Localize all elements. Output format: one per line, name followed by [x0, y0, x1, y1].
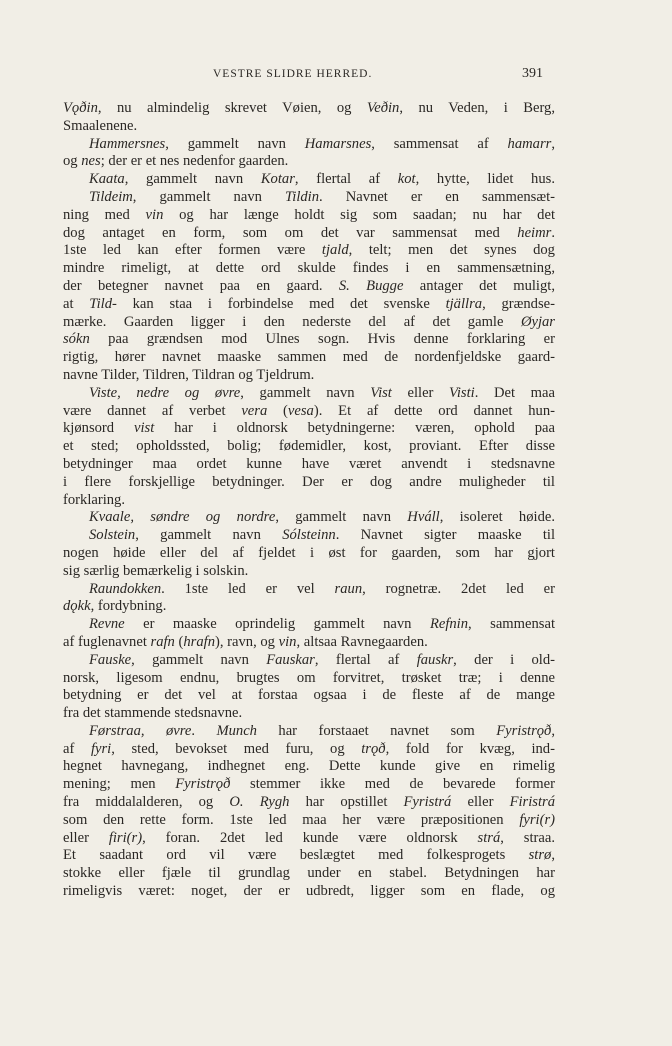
text-line: Tildeim, gammelt navn Tildin. Navnet er en sammensæt-: [89, 188, 555, 205]
text-line: af fyri, sted, bevokset med furu, og trǫð, fold for kvæg, ind-: [63, 740, 555, 757]
text-line: Hammersnes, gammelt navn Hamarsnes, sammensat af hamarr,: [89, 135, 555, 152]
page-number: 391: [522, 66, 543, 81]
text-line: Viste, nedre og øvre, gammelt navn Vist eller Visti. Det maa: [89, 384, 555, 401]
text-line: mening; men Fyristrǫð stemmer ikke med de bevarede former: [63, 776, 555, 793]
text-line: navne Tilder, Tildren, Tildran og Tjeldrum.: [63, 366, 315, 383]
text-line: ning med vin og har længe holdt sig som saadan; nu har det: [63, 206, 555, 223]
text-line: Fauske, gammelt navn Fauskar, flertal af fauskr, der i old-: [89, 651, 555, 668]
text-line: Solstein, gammelt navn Sólsteinn. Navnet sigter maaske til: [89, 527, 555, 544]
text-line: betydning er det vel at forstaa ogsaa i de fleste af de mange: [63, 687, 555, 704]
text-line: nogen høide eller del af fjeldet i øst for gaarden, som har gjort: [63, 544, 555, 561]
text-line: rimeligvis været: noget, der er udbredt, ligger som en flade, og: [63, 883, 555, 900]
running-title: VESTRE SLIDRE HERRED.: [213, 68, 373, 80]
text-line: betydninger maa ordet kunne have været anvendt i stedsnavne: [63, 455, 555, 472]
text-line: et sted; opholdssted, bolig; fødemidler, kost, proviant. Efter disse: [63, 438, 555, 455]
text-line: hegnet havnegang, indhegnet eng. Dette kunde give en rimelig: [63, 758, 555, 775]
text-line: dog antaget en form, som om det var sammensat med heimr.: [63, 224, 555, 241]
text-line: at Tild- kan staa i forbindelse med det svenske tjällra, grændse-: [63, 295, 555, 312]
text-line: i flere forskjellige betydninger. Der er dog andre muligheder til: [63, 473, 555, 490]
text-line: norsk, ligesom endnu, brugtes om forvitret, trøsket træ; i denne: [63, 669, 555, 686]
text-line: sókn paa grændsen mod Ulnes sogn. Hvis denne forklaring er: [63, 331, 555, 348]
text-line: Et saadant ord vil være beslægtet med folkesprogets strø,: [63, 847, 555, 864]
text-line: fra det stammende stedsnavne.: [63, 705, 243, 722]
text-line: være dannet af verbet vera (vesa). Et af dette ord dannet hun-: [63, 402, 555, 419]
text-line: rigtig, hører navnet maaske sammen med de nordenfjeldske gaard-: [63, 349, 555, 366]
text-line: der betegner navnet paa en gaard. S. Bugge antager det muligt,: [63, 277, 555, 294]
running-head: [0, 66, 672, 86]
text-line: Kaata, gammelt navn Kotar, flertal af kot, hytte, lidet hus.: [89, 171, 555, 188]
text-line: sig særlig bemærkelig i solskin.: [63, 562, 249, 579]
body-text: [63, 100, 555, 901]
text-line: 1ste led kan efter formen være tjald, telt; men det synes dog: [63, 242, 555, 259]
text-line: Revne er maaske oprindelig gammelt navn Refnin, sammensat: [89, 616, 555, 633]
text-line: stokke eller fjæle til grundlag under en stabel. Betydningen har: [63, 865, 555, 882]
text-line: Smaalenene.: [63, 117, 138, 134]
text-line: Kvaale, søndre og nordre, gammelt navn Hváll, isoleret høide.: [89, 509, 555, 526]
text-line: af fuglenavnet rafn (hrafn), ravn, og vin, altsaa Ravnegaarden.: [63, 633, 428, 650]
text-line: Vǫðin, nu almindelig skrevet Vøien, og Veðin, nu Veden, i Berg,: [63, 100, 555, 116]
text-line: mindre rimeligt, at dette ord skulde findes i en sammensætning,: [63, 260, 555, 277]
text-line: fra middalalderen, og O. Rygh har opstillet Fyristrá eller Firistrá: [63, 794, 555, 811]
text-line: forklaring.: [63, 491, 126, 508]
text-line: mærke. Gaarden ligger i den nederste del af det gamle Øyjar: [63, 313, 555, 330]
text-line: og nes; der er et nes nedenfor gaarden.: [63, 153, 289, 170]
text-line: Førstraa, øvre. Munch har forstaaet navnet som Fyristrǫð,: [89, 722, 555, 739]
text-line: som den rette form. 1ste led maa her være præpositionen fyri(r): [63, 811, 555, 828]
text-line: Raundokken. 1ste led er vel raun, rognetræ. 2det led er: [89, 580, 555, 597]
text-line: eller firi(r), foran. 2det led kunde være oldnorsk strá, straa.: [63, 829, 555, 846]
text-line: kjønsord vist har i oldnorsk betydningerne: væren, ophold paa: [63, 420, 555, 437]
text-line: dǫkk, fordybning.: [63, 598, 167, 615]
